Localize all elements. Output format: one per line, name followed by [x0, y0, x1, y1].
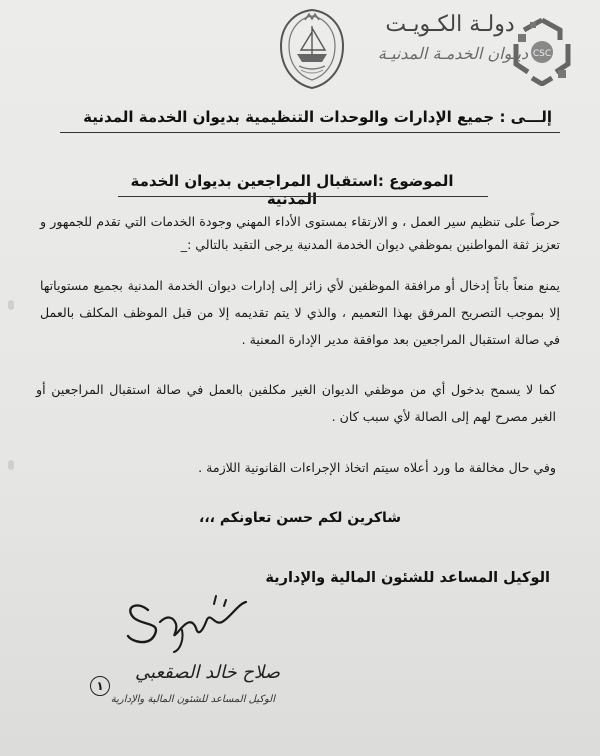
addressee-line: إلـــى : جميع الإدارات والوحدات التنظيمية بديوان الخدمة المدنية — [83, 108, 552, 126]
handwritten-signature — [118, 592, 268, 654]
subject-underline — [118, 196, 488, 197]
addressee-underline — [60, 132, 560, 133]
punch-hole — [8, 300, 14, 310]
closing-thanks: شاكرين لكم حسن تعاونكم ،،، — [199, 510, 401, 526]
punch-hole — [8, 460, 14, 470]
stamp-number-badge: ١ — [90, 676, 110, 696]
body-paragraph-staff-entry: كما لا يسمح بدخول أي من موظفي الديوان الغير مكلفين بالعمل في صالة استقبال المراجعين أو الغير مصرح لهم إلى الصالة لأي سبب كان . — [36, 382, 556, 424]
csc-logo-text: CSC — [532, 49, 552, 59]
signatory-name: صلاح خالد الصقعبي — [135, 662, 280, 683]
kuwait-emblem-icon — [275, 6, 349, 90]
signatory-title: الوكيل المساعد للشئون المالية والإدارية — [265, 570, 550, 586]
csc-logo — [506, 14, 578, 86]
body-paragraph-prohibition: يمنع منعاً باتاً إدخال أو مرافقة الموظفين لأي زائر إلى إدارات ديوان الخدمة المدنية بجميع مستوياتها إلا بموجب التصريح المرفق بهذا التعميم ، والذي لا يتم تقديمه إلا من قبل الموظف المكلف بالعمل في صالة استقبال المراجعين بعد موافقة مدير الإدارة المعنية . — [40, 278, 560, 347]
bureau-name-heading: ديـوان الخدمـة المدنيـة — [377, 44, 529, 63]
body-paragraph-penalty: وفي حال مخالفة ما ورد أعلاه سيتم اتخاذ الإجراءات القانونية اللازمة . — [198, 460, 556, 475]
body-paragraph-intro: حرصاً على تنظيم سير العمل ، و الارتقاء بمستوى الأداء المهني وجودة الخدمات التي تقدم للجمهور و تعزيز ثقة المواطنين بموظفي ديوان الخدمة المدنية يرجى التقيد بالتالي :_ — [40, 214, 560, 252]
state-name-heading: دولـة الكـويـت — [385, 12, 515, 37]
stamp-caption: الوكيل المساعد للشئون المالية والإدارية — [110, 694, 275, 705]
subject-line: الموضوع :استقبال المراجعين بديوان الخدمة المدنية — [130, 172, 454, 208]
